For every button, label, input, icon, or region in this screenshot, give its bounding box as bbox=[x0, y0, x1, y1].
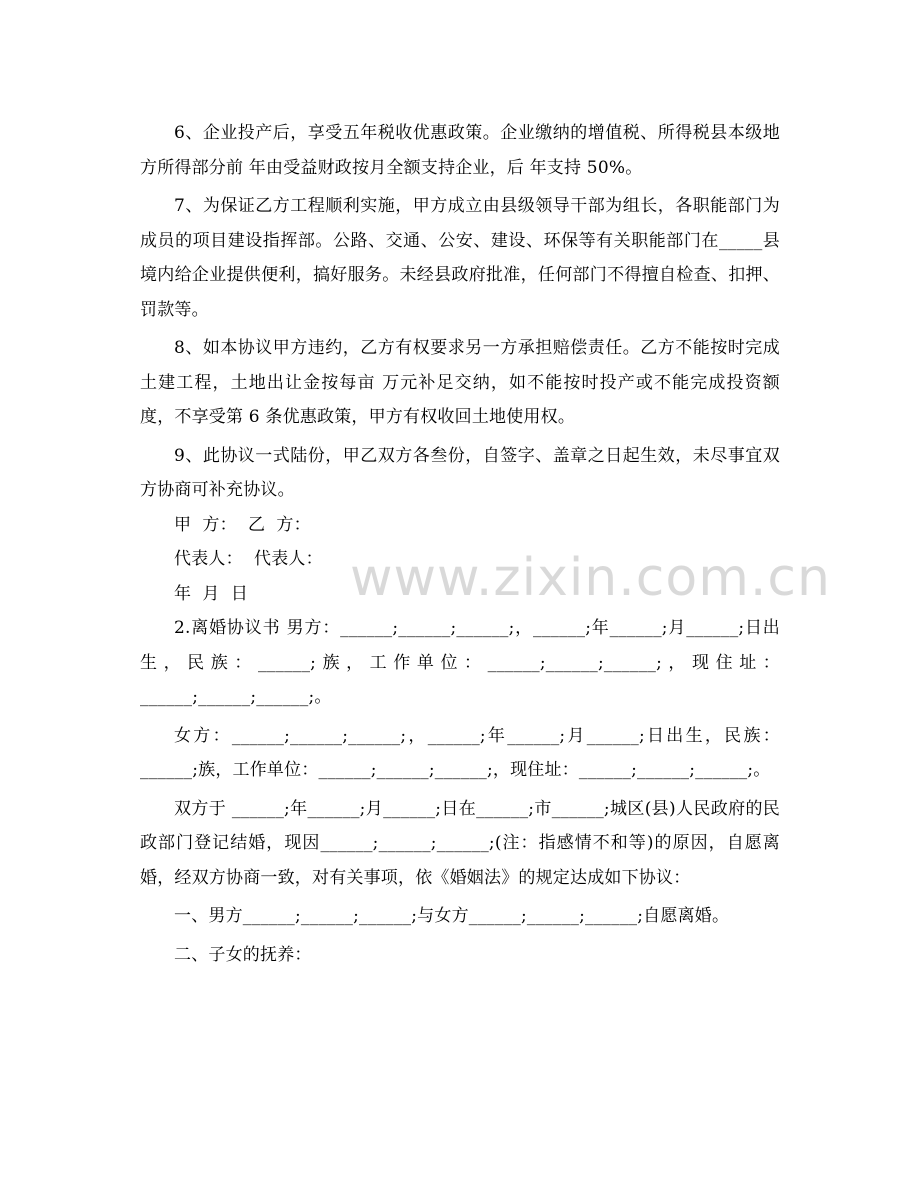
divorce-agreement-title-paragraph: 2.离婚协议书 男方：______;______;______;，______;年______;月______;日出生，民族：______;族，工作单位：______;______;______;，现住址：______;______;______;。 bbox=[140, 618, 780, 707]
paragraph-clause-9: 9、此协议一式陆份，甲乙双方各叁份，自签字、盖章之日起生效，未尽事宜双方协商可补充协议。 bbox=[140, 445, 780, 500]
paragraph-marriage-registration: 双方于 ______;年______;月______;日在______;市______;城区(县)人民政府的民政部门登记结婚，现因______;______;______;(注：指感情不和等)的原因，自愿离婚，经双方协商一致，对有关事项，依《婚姻法》的规定达成如下协议： bbox=[140, 798, 780, 888]
paragraph-clause-divorce: 一、男方______;______;______;与女方______;______;______;自愿离婚。 bbox=[174, 906, 730, 926]
paragraph-clause-8: 8、如本协议甲方违约，乙方有权要求另一方承担赔偿责任。乙方不能按时完成土建工程，土地出让金按每亩 万元补足交纳，如不能按时投产或不能完成投资额度，不享受第 6 条优惠政策，甲方有权收回土地使用权。 bbox=[140, 338, 780, 427]
signature-parties-line: 甲 方： 乙 方： bbox=[174, 514, 311, 535]
paragraph-clause-7: 7、为保证乙方工程顺利实施，甲方成立由县级领导干部为组长，各职能部门为成员的项目建设指挥部。公路、交通、公安、建设、环保等有关职能部门在_____县境内给企业提供便利，搞好服务。未经县政府批准，任何部门不得擅自检查、扣押、罚款等。 bbox=[140, 196, 780, 320]
paragraph-female-party: 女方：______;______;______;，______;年______;月______;日出生，民族：______;族，工作单位：______;______;______;，现住址：______;______;______;。 bbox=[140, 725, 780, 780]
paragraph-clause-child-custody: 二、子女的抚养： bbox=[174, 944, 312, 965]
watermark-text: www.zixin.com.cn bbox=[350, 548, 831, 608]
document-body bbox=[140, 116, 780, 972]
signature-representatives-line: 代表人： 代表人： bbox=[174, 549, 323, 569]
paragraph-clause-6: 6、企业投产后，享受五年税收优惠政策。企业缴纳的增值税、所得税县本级地方所得部分前 年由受益财政按月全额支持企业，后 年支持 50%。 bbox=[140, 123, 780, 178]
signature-date-line: 年 月 日 bbox=[174, 583, 249, 604]
